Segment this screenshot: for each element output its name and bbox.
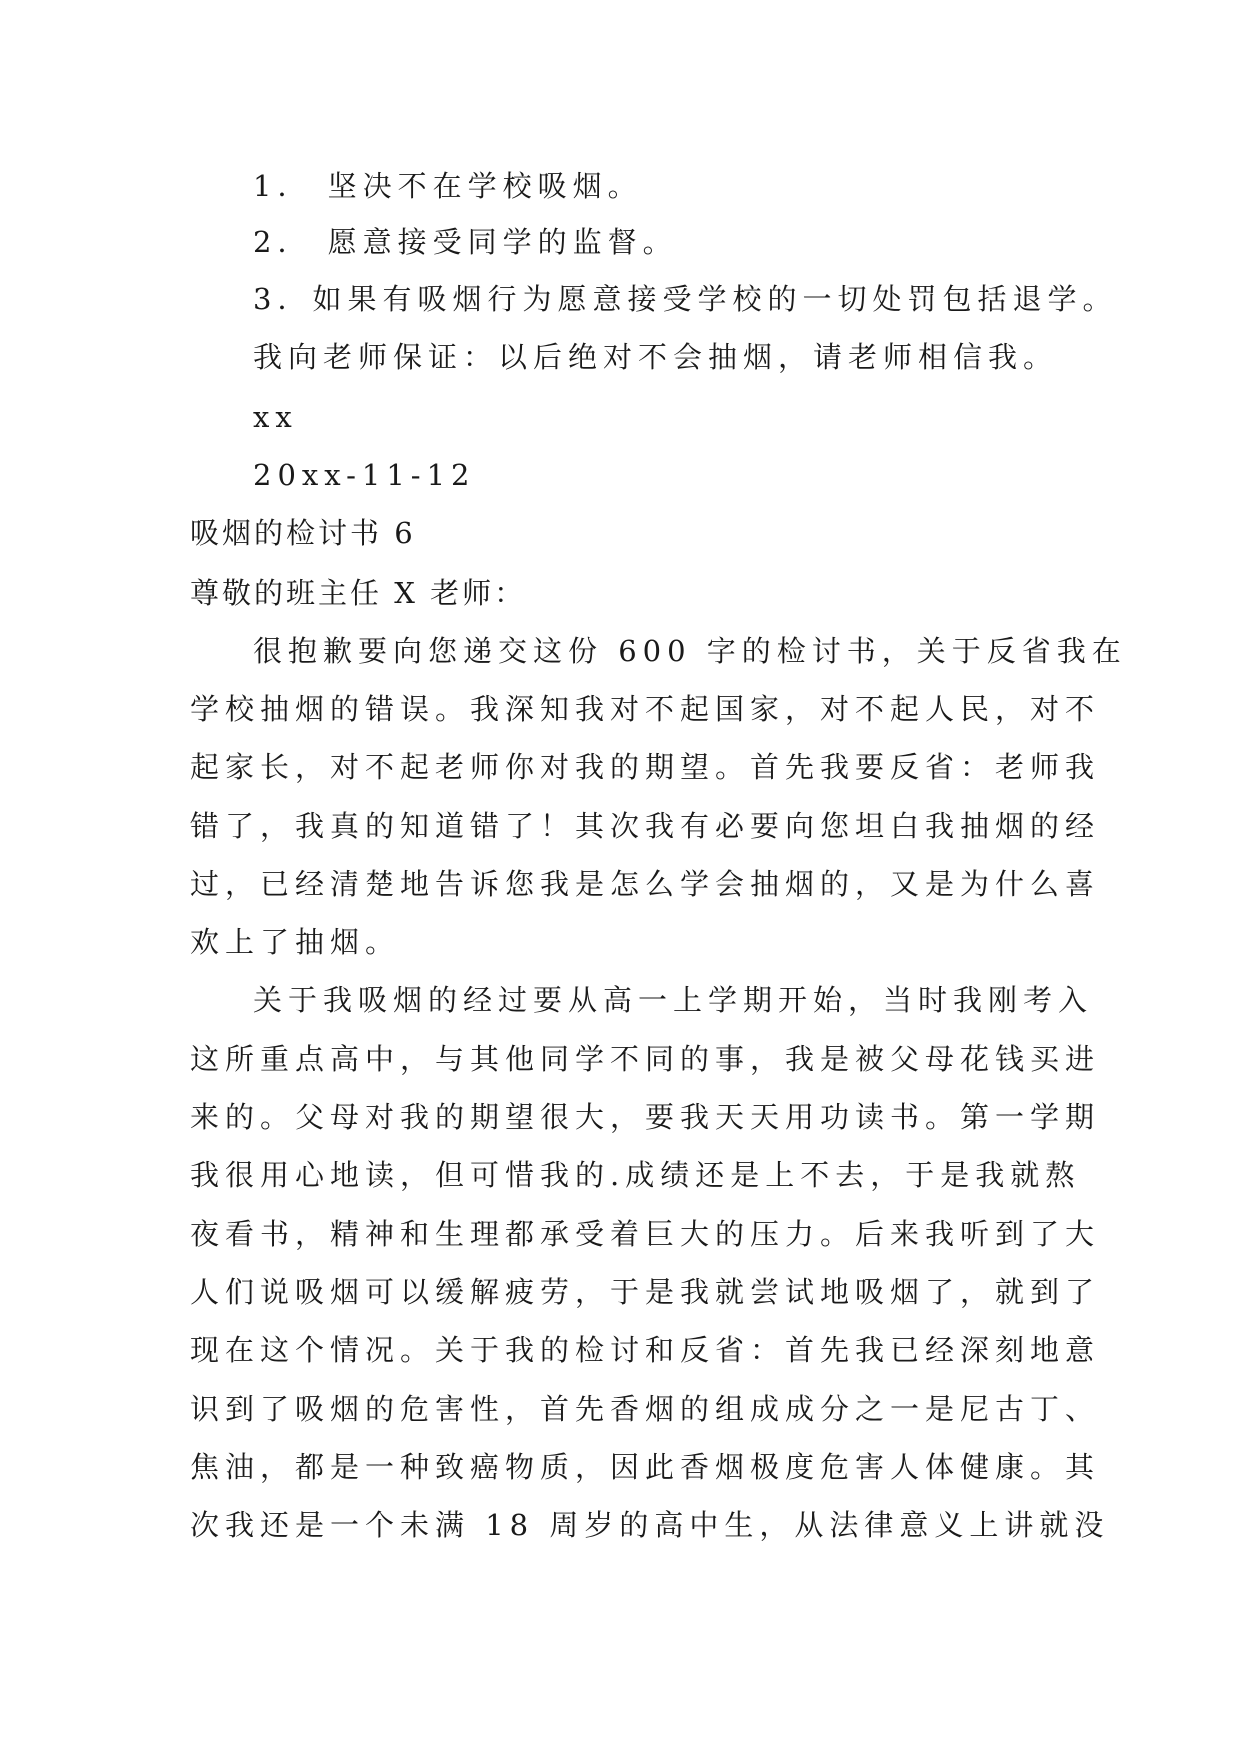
- paragraph2-line: 夜看书，精神和生理都承受着巨大的压力。后来我听到了大: [190, 1217, 1101, 1251]
- salutation: 尊敬的班主任 X 老师：: [190, 576, 527, 610]
- paragraph2-line: 现在这个情况。关于我的检讨和反省：首先我已经深刻地意: [190, 1333, 1101, 1367]
- paragraph1-line: 很抱歉要向您递交这份 600 字的检讨书，关于反省我在: [253, 634, 1127, 668]
- paragraph2-line: 关于我吸烟的经过要从高一上学期开始，当时我刚考入: [253, 983, 1094, 1017]
- signature: xx: [253, 400, 298, 434]
- date: 20xx-11-12: [253, 458, 476, 492]
- paragraph1-line: 欢上了抽烟。: [190, 925, 401, 959]
- paragraph2-line: 来的。父母对我的期望很大，要我天天用功读书。第一学期: [190, 1100, 1101, 1134]
- paragraph2-line: 识到了吸烟的危害性，首先香烟的组成成分之一是尼古丁、: [190, 1392, 1101, 1426]
- paragraph1-line: 错了，我真的知道错了！其次我有必要向您坦白我抽烟的经: [190, 809, 1101, 843]
- paragraph2-line: 焦油，都是一种致癌物质，因此香烟极度危害人体健康。其: [190, 1450, 1101, 1484]
- section-title: 吸烟的检讨书 6: [190, 516, 416, 550]
- paragraph1-line: 起家长，对不起老师你对我的期望。首先我要反省：老师我: [190, 750, 1101, 784]
- paragraph2-line: 我很用心地读，但可惜我的.成绩还是上不去，于是我就熬: [190, 1158, 1081, 1192]
- paragraph1-line: 过，已经清楚地告诉您我是怎么学会抽烟的，又是为什么喜: [190, 867, 1101, 901]
- pledge-item-3: 3．如果有吸烟行为愿意接受学校的一切处罚包括退学。: [253, 282, 1118, 316]
- pledge-statement: 我向老师保证：以后绝对不会抽烟，请老师相信我。: [253, 340, 1059, 374]
- paragraph2-line: 次我还是一个未满 18 周岁的高中生，从法律意义上讲就没: [190, 1508, 1110, 1542]
- paragraph2-line: 人们说吸烟可以缓解疲劳，于是我就尝试地吸烟了，就到了: [190, 1275, 1101, 1309]
- pledge-item-1: 1． 坚决不在学校吸烟。: [253, 169, 643, 203]
- pledge-item-2: 2． 愿意接受同学的监督。: [253, 225, 678, 259]
- paragraph2-line: 这所重点高中，与其他同学不同的事，我是被父母花钱买进: [190, 1042, 1101, 1076]
- paragraph1-line: 学校抽烟的错误。我深知我对不起国家，对不起人民，对不: [190, 692, 1101, 726]
